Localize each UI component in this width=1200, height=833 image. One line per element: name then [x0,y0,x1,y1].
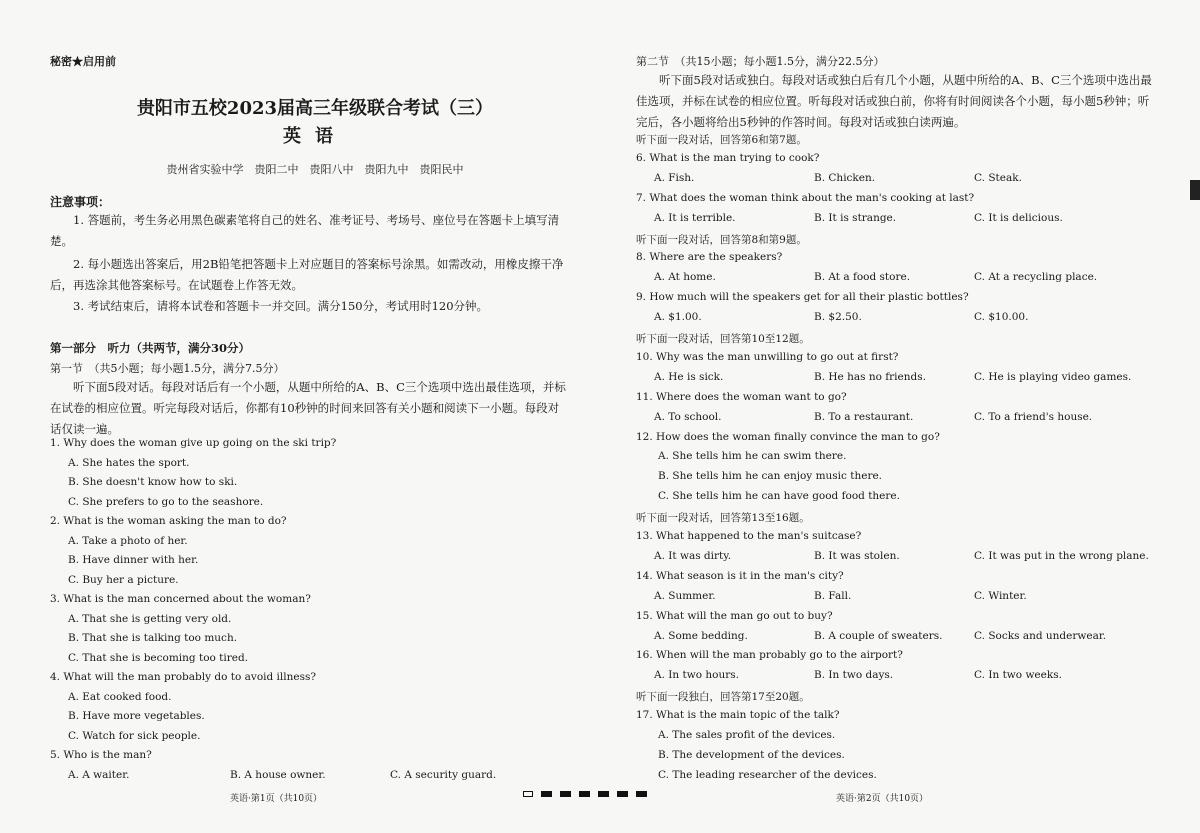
option-b: B. It is strange. [814,211,897,224]
question-4: 4. What will the man probably do to avoid illness? [50,671,317,683]
section1-heading: 第一节 （共5小题；每小题1.5分，满分7.5分） [50,362,285,375]
option-a: A. That she is getting very old. [68,612,232,625]
page-footer-left: 英语·第1页（共10页） [230,794,323,804]
option-b: B. It was stolen. [814,549,900,562]
option-a: A. At home. [654,271,716,284]
option-c: C. That she is becoming too tired. [68,651,249,664]
option-a: A. A waiter. [68,768,130,781]
option-a: A. It is terrible. [654,211,736,224]
question-1: 1. Why does the woman give up going on the ski trip? [50,437,337,449]
listening-instruction: 听下面一段对话，回答第8和第9题。 [636,233,807,246]
option-c: C. Watch for sick people. [68,729,201,742]
option-b: B. In two days. [814,669,894,682]
option-a: A. Eat cooked food. [68,690,172,703]
divider-mark [579,791,590,797]
option-b: B. She doesn't know how to ski. [68,476,238,488]
notice-2: 2. 每小题选出答案后，用2B铅笔把答题卡上对应题目的答案标号涂黑。如需改动，用橡皮擦干净后，再选涂其他答案标号。在试题卷上作答无效。 [50,257,564,292]
option-b: B. $2.50. [814,311,862,324]
option-b: B. Fall. [814,589,852,602]
divider-mark [598,791,609,797]
option-a: A. It was dirty. [654,549,732,562]
question: 13. What happened to the man's suitcase? [636,530,862,542]
page-left [50,0,580,833]
option-c: C. Winter. [974,589,1027,602]
question: 7. What does the woman think about the man's cooking at last? [636,191,975,204]
option-a: A. He is sick. [654,370,724,383]
notice-1: 1. 答题前，考生务必用黑色碳素笔将自己的姓名、准考证号、考场号、座位号在答题卡上填写清楚。 [50,213,560,248]
option-c: C. Socks and underwear. [974,629,1107,642]
option-c: C. In two weeks. [974,669,1062,682]
question: 14. What season is it in the man's city? [636,569,844,582]
option-b: B. A house owner. [230,768,326,781]
option: C. She tells him he can have good food there. [658,490,900,503]
divider-mark [560,791,571,797]
part1-heading: 第一部分 听力（共两节，满分30分） [50,341,251,355]
option-c: C. $10.00. [974,311,1029,324]
option-c: C. A security guard. [390,768,497,781]
divider-mark [541,791,552,797]
option-a: A. Fish. [654,171,695,184]
option-a: A. $1.00. [654,311,702,324]
notice-heading: 注意事项： [50,195,111,209]
question-2: 2. What is the woman asking the man to do? [50,515,287,527]
divider-mark [523,791,533,797]
option-c: C. To a friend's house. [974,410,1093,423]
listening-instruction: 听下面一段对话，回答第10至12题。 [636,333,810,345]
option: B. The development of the devices. [658,748,845,761]
question: 6. What is the man trying to cook? [636,151,820,164]
question: 8. Where are the speakers? [636,251,783,264]
option-b: B. Chicken. [814,171,876,184]
option-a: A. Some bedding. [654,629,748,642]
option-c: C. Buy her a picture. [68,573,179,586]
question: 9. How much will the speakers get for all their plastic bottles? [636,291,969,304]
question: 12. How does the woman finally convince the man to go? [636,430,940,443]
question: 17. What is the main topic of the talk? [636,709,840,722]
option-b: B. A couple of sweaters. [814,629,943,642]
option: B. She tells him he can enjoy music there. [658,470,883,483]
option-b: B. Have dinner with her. [68,554,199,566]
exam-title: 贵阳市五校2023届高三年级联合考试（三） [136,98,494,119]
question: 16. When will the man probably go to the airport? [636,649,903,662]
option-a: A. Take a photo of her. [68,534,188,547]
question-3: 3. What is the man concerned about the woman? [50,593,311,605]
option-c: C. He is playing video games. [974,370,1132,383]
listening-instruction: 听下面一段对话，回答第6和第7题。 [636,134,807,146]
page-divider-marks [523,791,647,797]
section1-intro: 听下面5段对话。每段对话后有一个小题，从题中所给的A、B、C三个选项中选出最佳选项，并标在试卷的相应位置。听完每段对话后，你都有10秒钟的时间来回答有关小题和阅读下一小题。每段对话仅读一遍。 [50,380,566,436]
section2-heading: 第二节 （共15小题；每小题1.5分，满分22.5分） [636,55,885,68]
option-c: C. Steak. [974,171,1022,184]
option-a: A. Summer. [654,589,716,602]
question-5: 5. Who is the man? [50,749,152,761]
divider-mark [617,791,628,797]
question: 15. What will the man go out to buy? [636,609,833,622]
listening-instruction: 听下面一段独白，回答第17至20题。 [636,691,810,704]
option-b: B. Have more vegetables. [68,710,205,722]
school-list: 贵州省实验中学 贵阳二中 贵阳八中 贵阳九中 贵阳民中 [166,163,464,176]
page-right [636,0,1161,833]
option-a: A. To school. [654,410,722,423]
option-b: B. He has no friends. [814,370,926,383]
option: A. She tells him he can swim there. [658,450,847,463]
option-b: B. To a restaurant. [814,410,914,423]
confidential-label: 秘密★启用前 [50,55,116,68]
option-c: C. It was put in the wrong plane. [974,549,1149,562]
option-c: C. At a recycling place. [974,271,1098,284]
question: 11. Where does the woman want to go? [636,390,847,403]
option: C. The leading researcher of the devices. [658,768,877,781]
question: 10. Why was the man unwilling to go out at first? [636,350,899,363]
notice-3: 3. 考试结束后，请将本试卷和答题卡一并交回。满分150分，考试用时120分钟。 [73,299,489,313]
option-a: A. In two hours. [654,669,739,682]
edge-tab [1190,180,1200,200]
listening-instruction: 听下面一段对话，回答第13至16题。 [636,512,810,525]
section2-intro: 听下面5段对话或独白。每段对话或独白后有几个小题，从题中所给的A、B、C三个选项中选出最佳选项，并标在试卷的相应位置。听每段对话或独白前，你将有时间阅读各个小题，每小题5秒钟；听完后，各小题将给出5秒钟的作答时间。每段对话或独白读两遍。 [636,73,1152,129]
subject-title: 英语 [283,126,347,147]
option-b: B. That she is talking too much. [68,632,238,644]
option-a: A. She hates the sport. [68,456,190,469]
option-c: C. It is delicious. [974,211,1063,224]
option-c: C. She prefers to go to the seashore. [68,495,264,508]
option: A. The sales profit of the devices. [658,729,836,741]
option-b: B. At a food store. [814,271,911,284]
page-footer-right: 英语·第2页（共10页） [836,794,929,804]
